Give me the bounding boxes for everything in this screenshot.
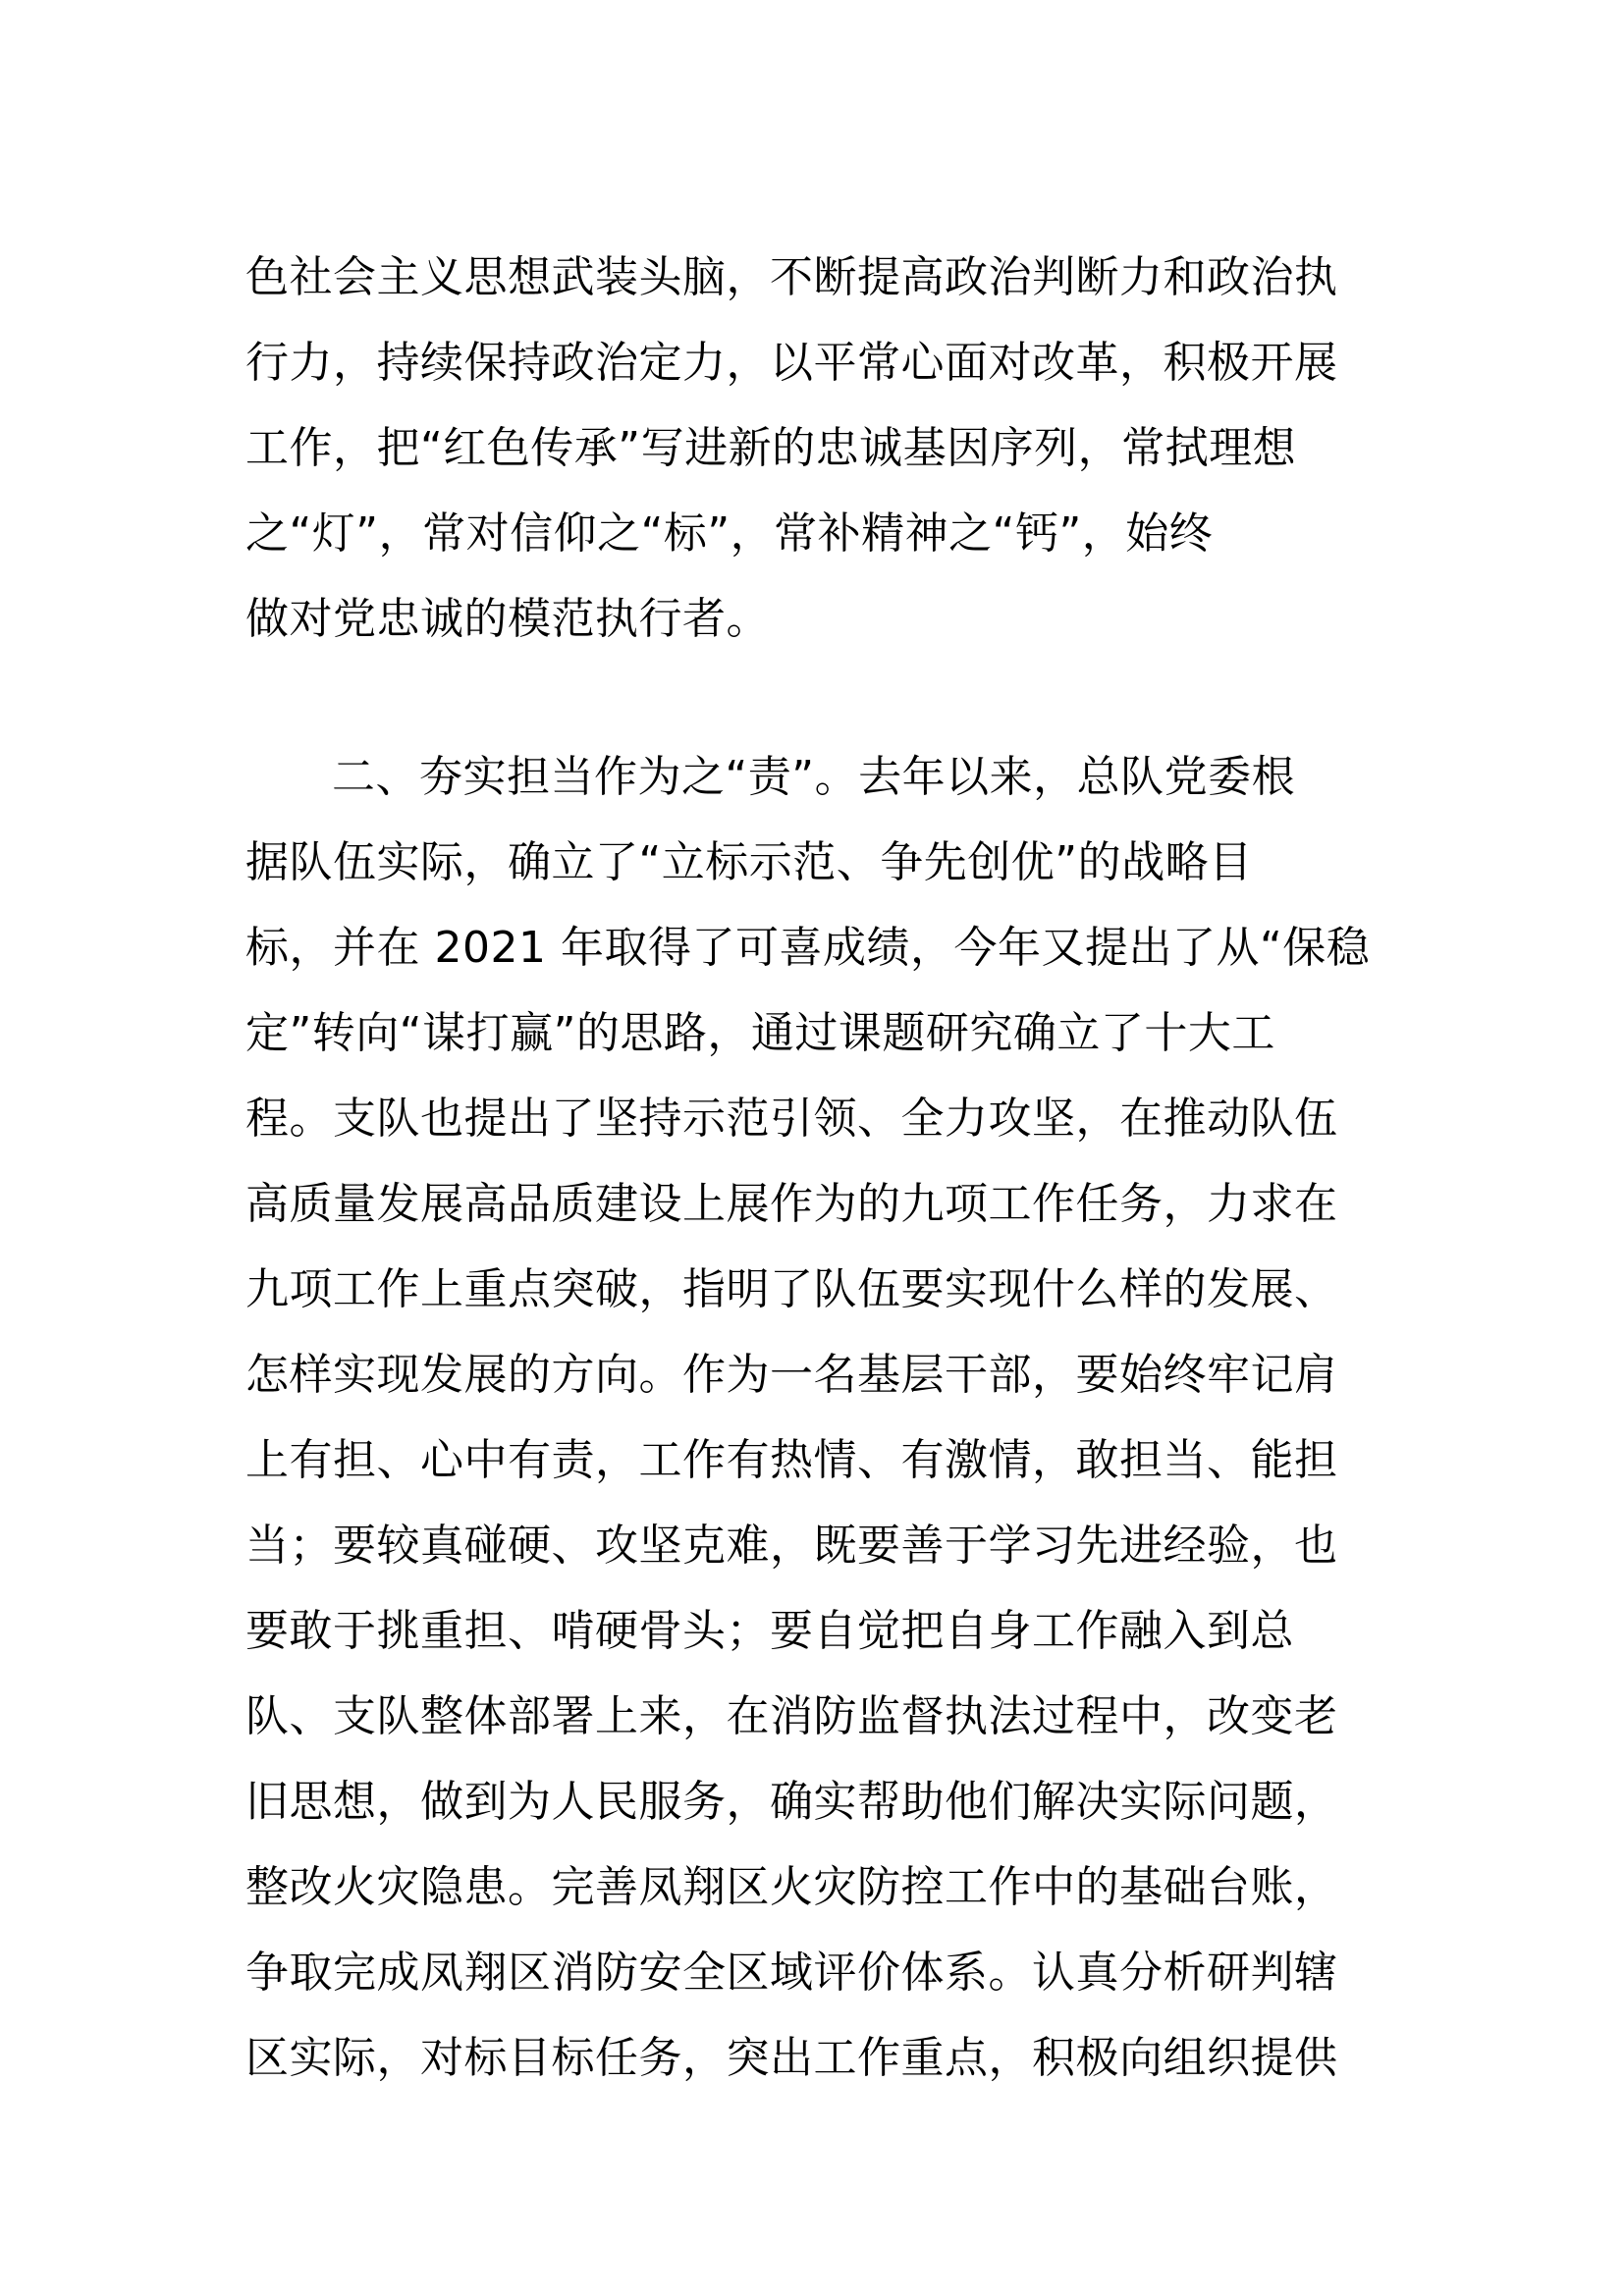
text-line: 区实际，对标目标任务，突出工作重点，积极向组织提供 [245, 2033, 1338, 2083]
text-line: 程。支队也提出了坚持示范引领、全力攻坚，在推动队伍 [245, 1094, 1338, 1144]
text-line: 旧思想，做到为人民服务，确实帮助他们解决实际问题， [245, 1777, 1338, 1827]
text-line: 怎样实现发展的方向。作为一名基层干部，要始终牢记肩 [245, 1350, 1338, 1400]
text-line: 做对党忠诚的模范执行者。 [245, 594, 770, 644]
text-line: 之“灯”，常对信仰之“标”，常补精神之“钙”，始终 [245, 508, 1214, 559]
text-line: 行力，持续保持政治定力，以平常心面对改革，积极开展 [245, 338, 1338, 388]
text-line: 标，并在 2021 年取得了可喜成绩，今年又提出了从“保稳 [245, 923, 1371, 973]
text-line: 九项工作上重点突破，指明了队伍要实现什么样的发展、 [245, 1264, 1338, 1314]
text-line: 上有担、心中有责，工作有热情、有激情，敢担当、能担 [245, 1435, 1338, 1485]
text-line: 工作，把“红色传承”写进新的忠诚基因序列，常拭理想 [245, 423, 1297, 473]
text-line: 要敢于挑重担、啃硬骨头；要自觉把自身工作融入到总 [245, 1606, 1294, 1656]
text-line: 色社会主义思想武装头脑，不断提高政治判断力和政治执 [245, 252, 1338, 302]
text-line: 据队伍实际，确立了“立标示范、争先创优”的战略目 [245, 837, 1253, 887]
text-line: 争取完成凤翔区消防安全区域评价体系。认真分析研判辖 [245, 1948, 1338, 1998]
text-line: 整改火灾隐患。完善凤翔区火灾防控工作中的基础台账， [245, 1862, 1338, 1912]
text-line: 当；要较真碰硬、攻坚克难，既要善于学习先进经验，也 [245, 1521, 1338, 1571]
text-line: 定”转向“谋打赢”的思路，通过课题研究确立了十大工 [245, 1008, 1275, 1058]
section-heading-line: 二、夯实担当作为之“责”。去年以来，总队党委根 [332, 752, 1296, 802]
text-line: 高质量发展高品质建设上展作为的九项工作任务，力求在 [245, 1179, 1338, 1229]
text-line: 队、支队整体部署上来，在消防监督执法过程中，改变老 [245, 1691, 1338, 1741]
